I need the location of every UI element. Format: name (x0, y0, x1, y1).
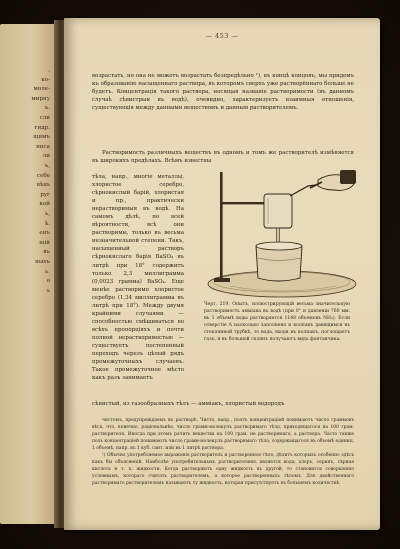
left-page-fragment: гидр. (34, 124, 50, 131)
footnotes (92, 417, 354, 487)
right-page (64, 18, 380, 530)
left-page-fragment: вѣнь (36, 182, 50, 189)
span-line: сѣнистый, из газообразныхъ тѣлъ — амміакъ, хлористый водородъ (92, 401, 285, 407)
left-page-fragment: ъ, (44, 163, 50, 169)
page-number: — 453 — (205, 32, 239, 40)
left-page-fragment: кой (39, 201, 50, 208)
left-page-fragment: ко- (41, 76, 50, 83)
left-page-fragment: ъ. (44, 105, 50, 112)
left-page-fragment: мирну (31, 95, 50, 102)
left-page-fragment: ь. (45, 268, 50, 275)
figure-caption: Черт. 219. Опытъ, иллюстрирующій весьма значительную растворимость амміака въ водѣ (при 0° и давленіи 760 мм. въ 1 объемѣ воды растворяется 1148 объемовъ NH₃). Если отверстіе A насколько заполнено и колпакъ давящимся въ стеклянной трубкѣ, то вода, входя въ колпакъ, поглощаетъ газъ, и въ большой склянъ получаютъ видъ фонтанчика. (204, 302, 350, 342)
left-page-fragment: руг (40, 191, 50, 198)
top-paragraph: возрастать, но она не можетъ возрастать безпредѣльно ¹), въ концѣ концовъ, мы придемъ къ образованію насыщеннаго раствора, въ которомъ сверхъ уже растворённаго больше не будетъ. Концентрація такого раствора, носящая названіе растворимости (въ данномъ случаѣ сѣвистрыи въ водѣ), очевидно, характеризуетъ взаимныя отношенія, существующія между данными веществомъ и данным растворителемъ. (92, 73, 354, 112)
figure-fountain-apparatus (200, 166, 360, 300)
left-page-fragment: щій (39, 239, 50, 246)
left-page-fragment: ь, (45, 211, 50, 217)
left-page-fragment: ъ (46, 287, 50, 294)
left-page-fragment: моле- (33, 86, 50, 93)
mid-paragraph: Растворимость различныхъ веществъ въ одномъ и томъ же растворителѣ измѣняется въ широкихъ предѣлахъ. Всѣмъ известны (92, 150, 354, 165)
left-page-fragment: себе (36, 172, 50, 179)
left-page-fragment: ѣ. (44, 220, 50, 227)
left-page-fragment: въ (43, 249, 50, 256)
footnote-2: ¹) Обычно употребляемое выраженіе растворитель и растворенное тѣло, дѣлитъ которыхъ особенно здѣсь какъ бы объясненій. Наиболѣе употребительныхъ растворителемъ является вода; хлоръ, серинъ, сѣрная кислота и т. п. жидкости. Когда растворяютъ одну жидкость въ другой, то становится совершенно условнымъ, котораго считать растворителемъ, а которое растворенныхъ тѣломъ. Для двойственнаго растворимаго растворителемъ называютъ ту жидкость, которая присутствуетъ въ большемъ количествѣ. (92, 453, 354, 487)
left-page (0, 24, 58, 524)
left-page-fragment: , (48, 67, 50, 73)
left-page-fragment: енъ (39, 230, 50, 237)
left-page-fragment: ли (42, 153, 50, 160)
left-page-fragment: щимъ (33, 134, 50, 141)
left-page-fragment: сли (39, 115, 50, 121)
left-column-text: тѣла, напр., многіе металлы, хлористое серебро, сѣрнокислый барій, хлористая и пр., практически нерастворимыя въ водѣ. На самомъ дѣлѣ, по всей вѣроятности, всѣ они растворимы, только въ весьма незначительной степени. Такъ, насыщенный растворъ сѣрнокислаго барія BaSO₄ въ литрѣ при 18° содержитъ только 2,3 миллиграмма (0,0023 грамма) BaSO₄. Еще менѣе растворимо хлористое серебро (1,34 миллиграмма въ литрѣ при 18°). Между двумя крайними случаями — способностью смѣшиваться во всѣхъ пропорціяхъ и почти полной нерастворимостью — существуетъ постепенный переходъ черезъ цѣлый рядъ промежуточныхъ случаевъ. Такое промежуточное мѣсто какъ разъ занимаетъ (92, 174, 184, 382)
footnote-1: чистомъ, предупреждаемъ въ растворѣ. Чисто, напр., поэтъ концентраціей понимаютъ число граммовъ вѣса, что, конечно, раціональнѣе, число грамм-молекулъ растворимаго тѣла, приходящагося на 100 грам. растворителя. Иногда при этомъ рачить вещества на 100 грам. не растворимаго, а раствора. Часто также поль концентраціей понимаютъ число грамм-молекулъ растворимаго тѣла, содержащагося въ объемѣ единиц. 1 объемѣ, напр. въ 1 куб. сант. или въ 1 литрѣ раствора. (92, 418, 354, 452)
left-page-fragment: ныхъ (35, 259, 50, 265)
left-page-fragment: о (46, 278, 50, 285)
left-page-fragment: ниса (36, 143, 50, 150)
